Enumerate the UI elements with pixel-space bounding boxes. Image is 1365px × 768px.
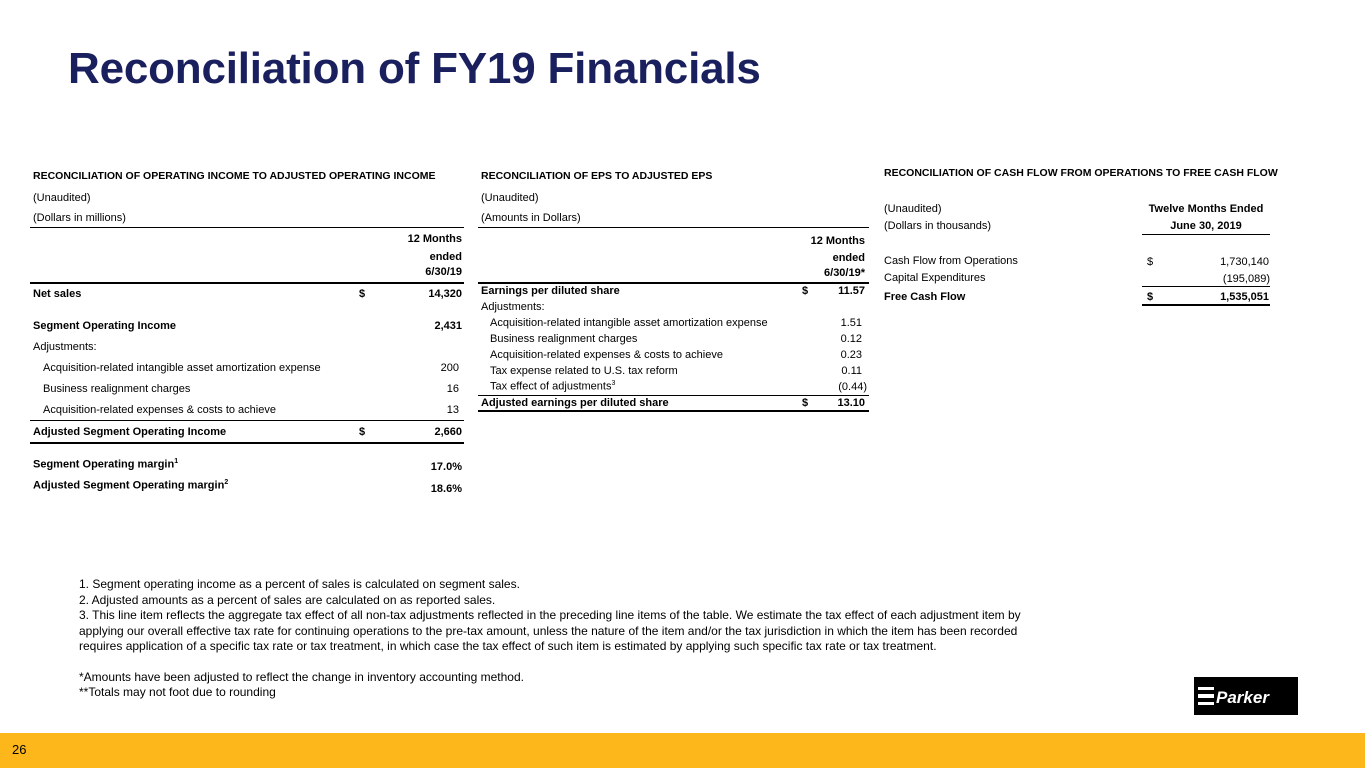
adjustment-value: 0.12 bbox=[840, 333, 862, 345]
footnote: 2. Adjusted amounts as a percent of sales are calculated on as reported sales. bbox=[79, 592, 496, 607]
column-header: 6/30/19 bbox=[425, 266, 462, 278]
adjustment-label: Business realignment charges bbox=[43, 383, 191, 395]
column-header: June 30, 2019 bbox=[1170, 220, 1242, 232]
page-number: 26 bbox=[12, 742, 27, 757]
currency-symbol: $ bbox=[802, 397, 809, 409]
adjusted-eps-value: 13.10 bbox=[837, 397, 865, 409]
currency-symbol: $ bbox=[1147, 291, 1154, 303]
table-heading: RECONCILIATION OF CASH FLOW FROM OPERATIONS TO FREE CASH FLOW bbox=[884, 167, 1278, 179]
adjustment-label: Tax effect of adjustments$^3$ bbox=[490, 380, 616, 393]
adjustment-value: 1.51 bbox=[840, 317, 862, 329]
column-header: ended bbox=[429, 251, 462, 263]
logo-wordmark: Parker bbox=[1216, 688, 1269, 707]
currency-symbol: $ bbox=[802, 285, 809, 297]
net-sales-value: 14,320 bbox=[428, 288, 462, 300]
adjusted-segment-income-value: 2,660 bbox=[434, 426, 462, 438]
adjustment-label: Acquisition-related expenses & costs to achieve bbox=[43, 404, 276, 416]
adjusted-margin-label: Adjusted Segment Operating margin$^2$ bbox=[33, 479, 229, 492]
operating-income-table bbox=[33, 170, 464, 500]
parker-logo bbox=[1194, 677, 1298, 715]
units-label: (Amounts in Dollars) bbox=[481, 212, 581, 224]
adjustment-value: (0.44) bbox=[838, 381, 867, 393]
cash-flow-table bbox=[884, 167, 1324, 307]
segment-income-value: 2,431 bbox=[434, 320, 462, 332]
fcf-value: 1,535,051 bbox=[1220, 291, 1269, 303]
adjustment-label: Business realignment charges bbox=[490, 333, 638, 345]
adjusted-margin-value: 18.6% bbox=[430, 483, 462, 495]
unaudited-label: (Unaudited) bbox=[33, 192, 91, 204]
cfo-label: Cash Flow from Operations bbox=[884, 255, 1018, 267]
adjustment-value: 0.23 bbox=[840, 349, 862, 361]
units-label: (Dollars in millions) bbox=[33, 212, 126, 224]
adjustment-value: 200 bbox=[440, 362, 459, 374]
adjustment-label: Acquisition-related intangible asset amortization expense bbox=[43, 362, 321, 374]
column-header: Twelve Months Ended bbox=[1148, 203, 1264, 215]
column-header: ended bbox=[832, 252, 865, 264]
adjustment-label: Tax expense related to U.S. tax reform bbox=[490, 365, 678, 377]
adjustment-value: 13 bbox=[446, 404, 459, 416]
capex-value: (195,089) bbox=[1222, 273, 1270, 285]
adjusted-segment-income-label: Adjusted Segment Operating Income bbox=[33, 426, 227, 438]
adjustment-label: Acquisition-related intangible asset amortization expense bbox=[490, 317, 768, 329]
currency-symbol: $ bbox=[359, 426, 366, 438]
footnote: 3. This line item reflects the aggregate tax effect of all non-tax adjustments reflected in the preceding line items of the table. We estimate the tax effect of each adjustment item by applying our overall effective tax rate for continuing operations to the pre-tax amount, unless the nature of the item and/or the tax jurisdiction in which the item has been recorded requires application of a specific tax rate or tax treatment, in which case the tax effect of such item is estimated by applying such specific tax rate or tax treatment. bbox=[79, 608, 1021, 653]
column-header: 12 Months bbox=[407, 233, 462, 245]
currency-symbol: $ bbox=[1147, 256, 1154, 268]
column-header: 6/30/19* bbox=[824, 267, 865, 279]
segment-margin-label: Segment Operating margin$^1$ bbox=[33, 458, 179, 471]
table-heading: RECONCILIATION OF EPS TO ADJUSTED EPS bbox=[481, 170, 713, 182]
table-heading: RECONCILIATION OF OPERATING INCOME TO ADJUSTED OPERATING INCOME bbox=[33, 170, 436, 182]
unaudited-label: (Unaudited) bbox=[481, 192, 539, 204]
footnotes bbox=[79, 577, 1059, 701]
adjustments-label: Adjustments: bbox=[33, 341, 97, 353]
segment-margin-value: 17.0% bbox=[430, 461, 462, 473]
currency-symbol: $ bbox=[359, 288, 366, 300]
page-title: Reconciliation of FY19 Financials bbox=[68, 44, 761, 93]
column-header: 12 Months bbox=[810, 235, 865, 247]
eps-value: 11.57 bbox=[838, 285, 865, 297]
adjustment-label: Acquisition-related expenses & costs to achieve bbox=[490, 349, 723, 361]
net-sales-label: Net sales bbox=[33, 288, 82, 300]
footnote: 1. Segment operating income as a percent of sales is calculated on segment sales. bbox=[79, 577, 520, 591]
footer-band bbox=[0, 733, 1365, 768]
fcf-label: Free Cash Flow bbox=[884, 291, 966, 303]
segment-income-label: Segment Operating Income bbox=[33, 320, 177, 332]
parker-logo-mark bbox=[1194, 677, 1298, 715]
cfo-value: 1,730,140 bbox=[1220, 256, 1269, 268]
adjustment-value: 16 bbox=[446, 383, 459, 395]
units-label: (Dollars in thousands) bbox=[884, 220, 991, 232]
footnote: *Amounts have been adjusted to reflect the change in inventory accounting method. bbox=[79, 669, 524, 684]
footnote: **Totals may not foot due to rounding bbox=[79, 685, 276, 699]
capex-label: Capital Expenditures bbox=[884, 272, 986, 284]
eps-label: Earnings per diluted share bbox=[481, 285, 620, 297]
unaudited-label: (Unaudited) bbox=[884, 203, 942, 215]
adjustment-value: 0.11 bbox=[841, 365, 862, 377]
adjustments-label: Adjustments: bbox=[481, 301, 545, 313]
adjusted-eps-label: Adjusted earnings per diluted share bbox=[481, 397, 669, 409]
eps-table bbox=[481, 170, 869, 415]
